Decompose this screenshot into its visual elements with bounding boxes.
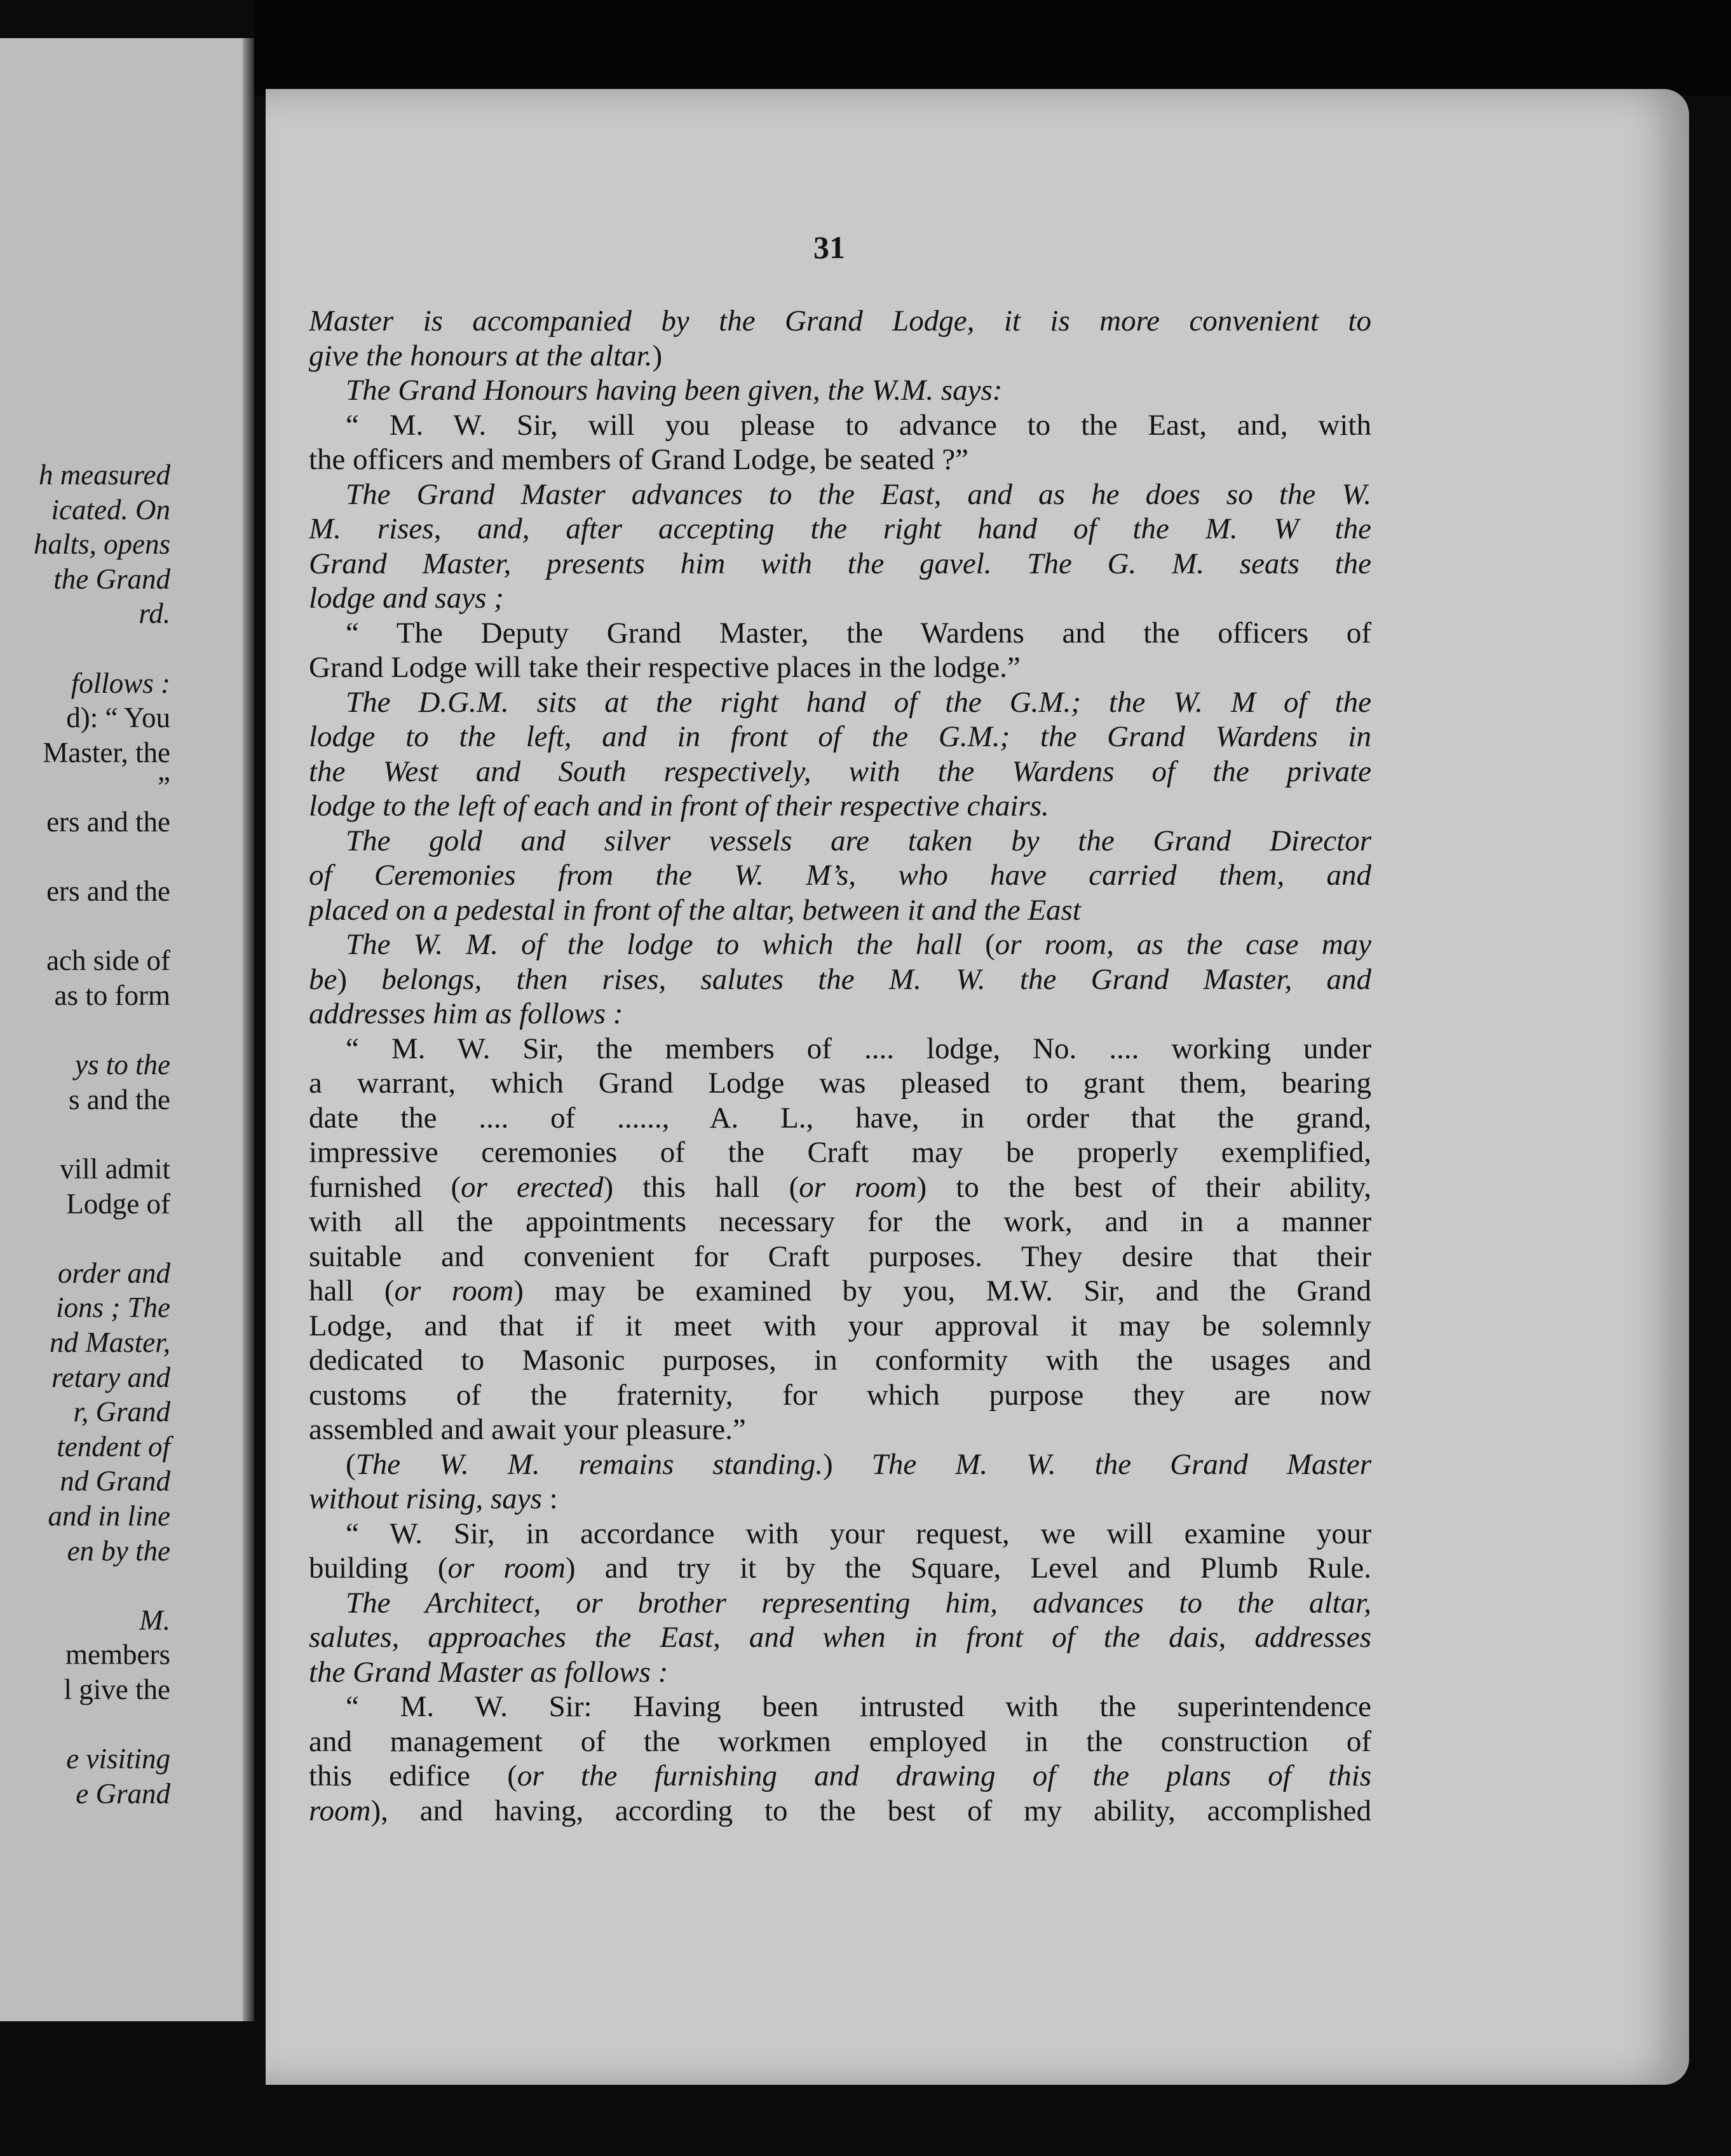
text-run: “ M. W. Sir, the members of .... lodge, No. .... working under <box>346 1032 1371 1065</box>
text-line <box>309 581 1371 616</box>
text-line <box>309 1412 1371 1447</box>
text-line <box>309 927 1371 962</box>
text-run: Grand Lodge will take their respective places in the lodge.” <box>309 651 1021 684</box>
text-run: “ M. W. Sir, will you please to advance to the East, and, with <box>346 408 1371 442</box>
text-run: Lodge, and that if it meet with your approval it may be solemnly <box>309 1309 1371 1342</box>
text-run: The D.G.M. sits at the right hand of the G.M.; the W. M of the <box>346 685 1371 719</box>
text-run: the officers and members of Grand Lodge, be seated ?” <box>309 443 968 476</box>
text-run: Grand Master, presents him with the gavel. The G. M. seats the <box>309 547 1371 580</box>
text-line <box>309 1586 1371 1621</box>
text-run: The Grand Master advances to the East, and as he does so the W. <box>346 477 1371 511</box>
facing-page-line: h measured <box>38 459 170 491</box>
text-line <box>309 408 1371 443</box>
facing-page-line: r, Grand <box>73 1396 170 1428</box>
facing-page-line: follows : <box>71 667 170 699</box>
text-run: give the honours at the altar. <box>309 339 653 372</box>
text-run: The gold and silver vessels are taken by the Grand Director <box>346 824 1371 857</box>
text-run: “ The Deputy Grand Master, the Wardens and the officers of <box>346 616 1371 650</box>
facing-page-line: ers and the <box>46 875 170 908</box>
text-line <box>309 720 1371 754</box>
text-line <box>309 1274 1371 1309</box>
text-run: : <box>541 1482 558 1515</box>
text-line <box>309 1066 1371 1101</box>
text-run: or room, as the case may <box>994 928 1371 961</box>
text-run: without rising, says <box>309 1482 542 1515</box>
text-run: furnished ( <box>309 1170 461 1204</box>
text-run: room <box>309 1794 371 1827</box>
text-run: ( <box>346 1447 356 1481</box>
facing-page-line: vill admit <box>60 1153 170 1185</box>
facing-page-line: nd Grand <box>60 1465 170 1498</box>
text-run: The M. W. the Grand Master <box>871 1447 1371 1481</box>
facing-page-line: ions ; The <box>56 1292 170 1324</box>
text-line <box>309 1239 1371 1274</box>
text-run: placed on a pedestal in front of the altar, between it and the East <box>309 893 1081 927</box>
text-line <box>309 442 1371 477</box>
facing-page-line: as to form <box>54 979 170 1011</box>
text-line <box>309 1689 1371 1724</box>
text-line <box>309 1447 1371 1482</box>
text-run: with all the appointments necessary for the work, and in a manner <box>309 1205 1371 1238</box>
facing-page-line: nd Master, <box>50 1327 170 1358</box>
text-line <box>309 1620 1371 1655</box>
text-line <box>309 789 1371 824</box>
facing-page-line: s and the <box>69 1083 170 1116</box>
text-line <box>309 1170 1371 1205</box>
facing-page-line: en by the <box>67 1534 170 1567</box>
facing-page-line: M. <box>139 1604 170 1636</box>
text-line <box>309 1794 1371 1829</box>
text-run: ) to the best of their ability, <box>916 1170 1371 1204</box>
text-run: M. rises, and, after accepting the right hand of the M. W the <box>309 512 1371 545</box>
facing-page-line: ” <box>158 771 170 803</box>
text-run: ( <box>985 928 995 961</box>
text-line <box>309 997 1371 1032</box>
facing-page-line: d): “ You <box>66 702 170 734</box>
text-run: The Grand Honours having been given, the W.M. says: <box>346 374 1003 407</box>
text-line <box>309 1032 1371 1067</box>
page-body-text <box>309 304 1371 1828</box>
facing-page-left <box>0 38 254 2021</box>
text-line <box>309 824 1371 859</box>
text-run: or erected <box>461 1170 604 1204</box>
text-line <box>309 547 1371 582</box>
text-run: a warrant, which Grand Lodge was pleased to grant them, bearing <box>309 1067 1371 1100</box>
text-line <box>309 1378 1371 1413</box>
facing-page-line: icated. On <box>51 493 170 526</box>
facing-page-line: tendent of <box>57 1430 170 1463</box>
text-line <box>309 1517 1371 1552</box>
text-run: ) <box>337 962 348 996</box>
text-run: addresses him as follows : <box>309 997 623 1030</box>
text-run: lodge to the left, and in front of the G.M.; the Grand Wardens in <box>309 720 1371 753</box>
text-line <box>309 858 1371 893</box>
text-run: dedicated to Masonic purposes, in conformity with the usages and <box>309 1344 1371 1377</box>
text-run: ) and try it by the Square, Level and Plumb Rule. <box>565 1552 1371 1585</box>
facing-page-line: l give the <box>64 1674 170 1705</box>
text-run: or room <box>799 1170 917 1204</box>
text-run: ) <box>823 1447 872 1481</box>
text-run: salutes, approaches the East, and when in front of the dais, addresses <box>309 1621 1371 1654</box>
text-line <box>309 962 1371 997</box>
text-line <box>309 1101 1371 1136</box>
text-run: The Architect, or brother representing him, advances to the altar, <box>346 1586 1371 1620</box>
text-line <box>309 1135 1371 1170</box>
text-run: or room <box>394 1274 514 1307</box>
text-run: and management of the workmen employed in the construction of <box>309 1724 1371 1758</box>
text-run: ), and having, according to the best of my ability, accomplished <box>370 1794 1371 1827</box>
text-run: hall ( <box>309 1274 395 1307</box>
text-run: The W. M. of the lodge to which the hall <box>346 928 986 961</box>
text-run: The W. M. remains standing. <box>355 1447 824 1481</box>
facing-page-line: retary and <box>51 1361 170 1393</box>
text-run: ) <box>652 339 663 372</box>
text-run: be <box>309 962 337 996</box>
page-number: 31 <box>813 229 845 265</box>
text-run: “ W. Sir, in accordance with your request, we will examine your <box>346 1517 1371 1550</box>
text-run: date the .... of ......, A. L., have, in order that the grand, <box>309 1101 1371 1135</box>
text-run: ) this hall ( <box>603 1170 799 1204</box>
text-line <box>309 1309 1371 1344</box>
text-run: “ M. W. Sir: Having been intrusted with the superintendence <box>346 1690 1371 1723</box>
text-run: Master is accompanied by the Grand Lodge, it is more convenient to <box>309 304 1371 338</box>
text-line <box>309 616 1371 651</box>
text-line <box>309 512 1371 547</box>
text-line <box>309 373 1371 408</box>
text-line <box>309 754 1371 789</box>
text-run: impressive ceremonies of the Craft may be properly exemplified, <box>309 1136 1371 1169</box>
text-line <box>309 1482 1371 1517</box>
text-line <box>309 893 1371 928</box>
text-line <box>309 685 1371 720</box>
text-run: the Grand Master as follows : <box>309 1655 669 1689</box>
facing-page-line: rd. <box>139 597 170 630</box>
facing-page-line: Lodge of <box>66 1187 170 1220</box>
text-line <box>309 1759 1371 1794</box>
text-run: lodge to the left of each and in front of their respective chairs. <box>309 789 1049 822</box>
text-line <box>309 1724 1371 1759</box>
facing-page-line: and in line <box>48 1500 170 1532</box>
text-run: the West and South respectively, with the Wardens of the private <box>309 754 1371 788</box>
facing-page-line: e visiting <box>66 1743 170 1775</box>
facing-page-line: the Grand <box>53 563 170 595</box>
facing-page-line: order and <box>57 1257 170 1289</box>
scan-border-top <box>254 0 1731 95</box>
text-run: assembled and await your pleasure.” <box>309 1413 746 1446</box>
facing-page-line: members <box>65 1639 170 1671</box>
text-run: belongs, then rises, salutes the M. W. the Grand Master, and <box>347 962 1371 996</box>
text-run: building ( <box>309 1552 448 1585</box>
facing-page-line: ys to the <box>75 1049 170 1081</box>
text-line <box>309 1204 1371 1239</box>
text-line <box>309 650 1371 685</box>
text-line <box>309 1655 1371 1690</box>
text-line <box>309 304 1371 339</box>
text-run: of Ceremonies from the W. M’s, who have carried them, and <box>309 859 1371 892</box>
facing-page-line: ers and the <box>46 806 170 838</box>
text-run: this edifice ( <box>309 1759 517 1792</box>
facing-page-line: halts, opens <box>33 528 170 561</box>
facing-page-line: Master, the <box>43 736 170 768</box>
text-run: or the furnishing and drawing of the plans of this <box>517 1759 1371 1792</box>
page-gutter <box>243 38 254 2021</box>
facing-page-line: ach side of <box>46 945 170 977</box>
text-line <box>309 339 1371 374</box>
text-run: suitable and convenient for Craft purposes. They desire that their <box>309 1239 1371 1273</box>
text-run: ) may be examined by you, M.W. Sir, and the Grand <box>513 1274 1371 1307</box>
facing-page-line: e Grand <box>76 1777 170 1810</box>
text-run: or room <box>447 1552 566 1585</box>
text-line <box>309 1343 1371 1378</box>
text-run: lodge and says ; <box>309 582 504 615</box>
text-run: customs of the fraternity, for which purpose they are now <box>309 1378 1371 1412</box>
text-line <box>309 477 1371 512</box>
text-line <box>309 1551 1371 1586</box>
